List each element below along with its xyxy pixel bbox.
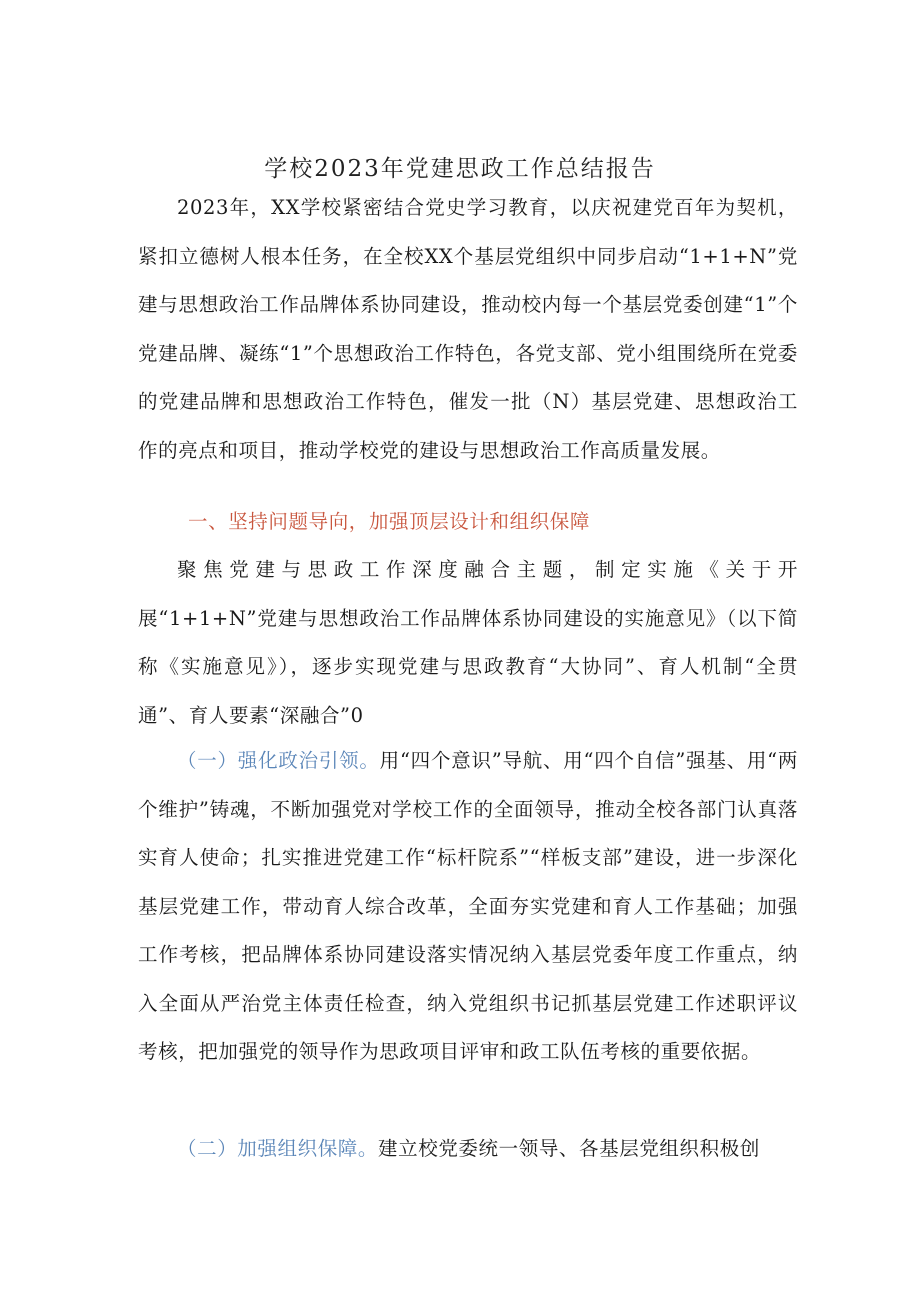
subsection-2-body: 建立校党委统一领导、各基层党组织积极创	[378, 1137, 760, 1160]
subsection-2-paragraph	[138, 1125, 798, 1174]
subsection-1-body: 用“四个意识”导航、用“四个自信”强基、用“两个维护”铸魂，不断加强党对学校工作的全面领导，推动全校各部门认真落实育人使命；扎实推进党建工作“标杆院系”“样板支部”建设，进一步深化基层党建工作，带动育人综合改革，全面夯实党建和育人工作基础；加强工作考核，把品牌体系协同建设落实情况纳入基层党委年度工作重点，纳入全面从严治党主体责任检查，纳入党组织书记抓基层党建工作述职评议考核，把加强党的领导作为思政项目评审和政工队伍考核的重要依据。	[138, 749, 798, 1063]
document-title: 学校2023年党建思政工作总结报告	[264, 156, 656, 182]
subsection-1-heading: （一）强化政治引领。	[177, 749, 380, 772]
section-1-paragraph: 聚焦党建与思政工作深度融合主题，制定实施《关于开展“1+1+N”党建与思想政治工作品牌体系协同建设的实施意见》（以下简称《实施意见》），逐步实现党建与思政教育“大协同”、育人机制“全贯通”、育人要素“深融合”0	[138, 558, 798, 727]
section-1-heading: 一、坚持问题导向，加强顶层设计和组织保障	[188, 510, 591, 533]
subsection-1-paragraph	[138, 737, 798, 1077]
subsection-2-heading: （二）加强组织保障。	[177, 1137, 379, 1160]
intro-paragraph: 2023年，XX学校紧密结合党史学习教育，以庆祝建党百年为契机，紧扣立德树人根本任务，在全校XX个基层党组织中同步启动“1+1+N”党建与思想政治工作品牌体系协同建设，推动校内每一个基层党委创建“1”个党建品牌、凝练“1”个思想政治工作特色，各党支部、党小组围绕所在党委的党建品牌和思想政治工作特色，催发一批（N）基层党建、思想政治工作的亮点和项目，推动学校党的建设与思想政治工作高质量发展。	[138, 196, 798, 462]
